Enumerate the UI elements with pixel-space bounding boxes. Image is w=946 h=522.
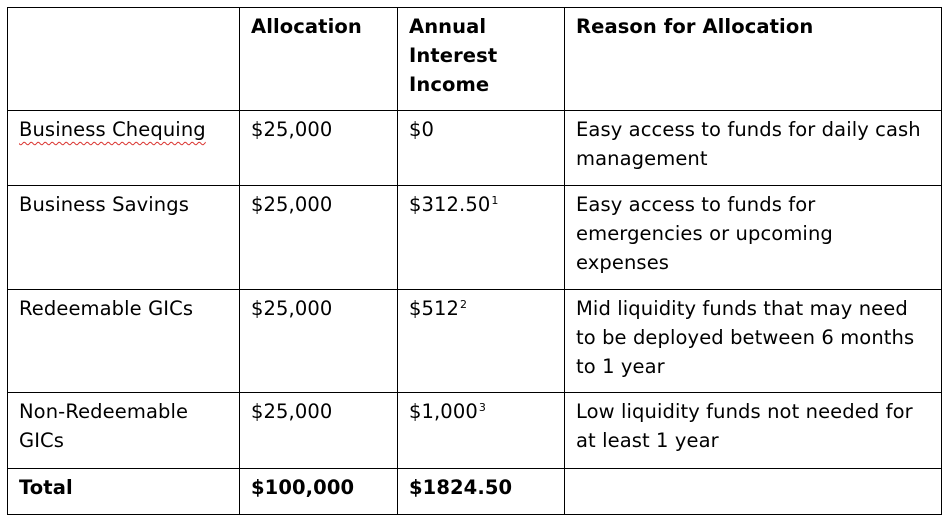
- interest-cell: [398, 186, 565, 290]
- interest-value: $312.50: [409, 193, 491, 216]
- interest-value: $512: [409, 297, 460, 320]
- account-cell: Business Savings: [8, 186, 240, 290]
- allocation-cell: $25,000: [240, 393, 398, 469]
- account-name: Business Chequing: [19, 118, 206, 141]
- table-header-row: [8, 8, 942, 111]
- account-cell: Redeemable GICs: [8, 290, 240, 393]
- account-cell: Non-Redeemable GICs: [8, 393, 240, 469]
- allocation-cell: $25,000: [240, 186, 398, 290]
- total-row: [8, 469, 942, 515]
- allocation-table: [7, 7, 942, 515]
- reason-cell: Easy access to funds for emergencies or upcoming expenses: [565, 186, 942, 290]
- header-allocation: Allocation: [240, 8, 398, 111]
- interest-value: $0: [409, 118, 435, 141]
- table-row: [8, 290, 942, 393]
- total-label: Total: [8, 469, 240, 515]
- total-reason: [565, 469, 942, 515]
- allocation-cell: $25,000: [240, 290, 398, 393]
- total-allocation: $100,000: [240, 469, 398, 515]
- allocation-cell: $25,000: [240, 111, 398, 186]
- header-account: [8, 8, 240, 111]
- interest-value: $1,000: [409, 400, 478, 423]
- header-annual-interest-income: Annual Interest Income: [398, 8, 565, 111]
- footnote-marker: 2: [460, 298, 468, 311]
- table-row: [8, 186, 942, 290]
- reason-cell: Mid liquidity funds that may need to be deployed between 6 months to 1 year: [565, 290, 942, 393]
- table-row: [8, 393, 942, 469]
- header-reason-for-allocation: Reason for Allocation: [565, 8, 942, 111]
- interest-cell: [398, 290, 565, 393]
- total-interest: $1824.50: [398, 469, 565, 515]
- reason-cell: Low liquidity funds not needed for at least 1 year: [565, 393, 942, 469]
- table-row: [8, 111, 942, 186]
- interest-cell: [398, 393, 565, 469]
- reason-cell: Easy access to funds for daily cash management: [565, 111, 942, 186]
- footnote-marker: 1: [491, 194, 499, 207]
- footnote-marker: 3: [478, 401, 486, 414]
- interest-cell: [398, 111, 565, 186]
- account-cell: [8, 111, 240, 186]
